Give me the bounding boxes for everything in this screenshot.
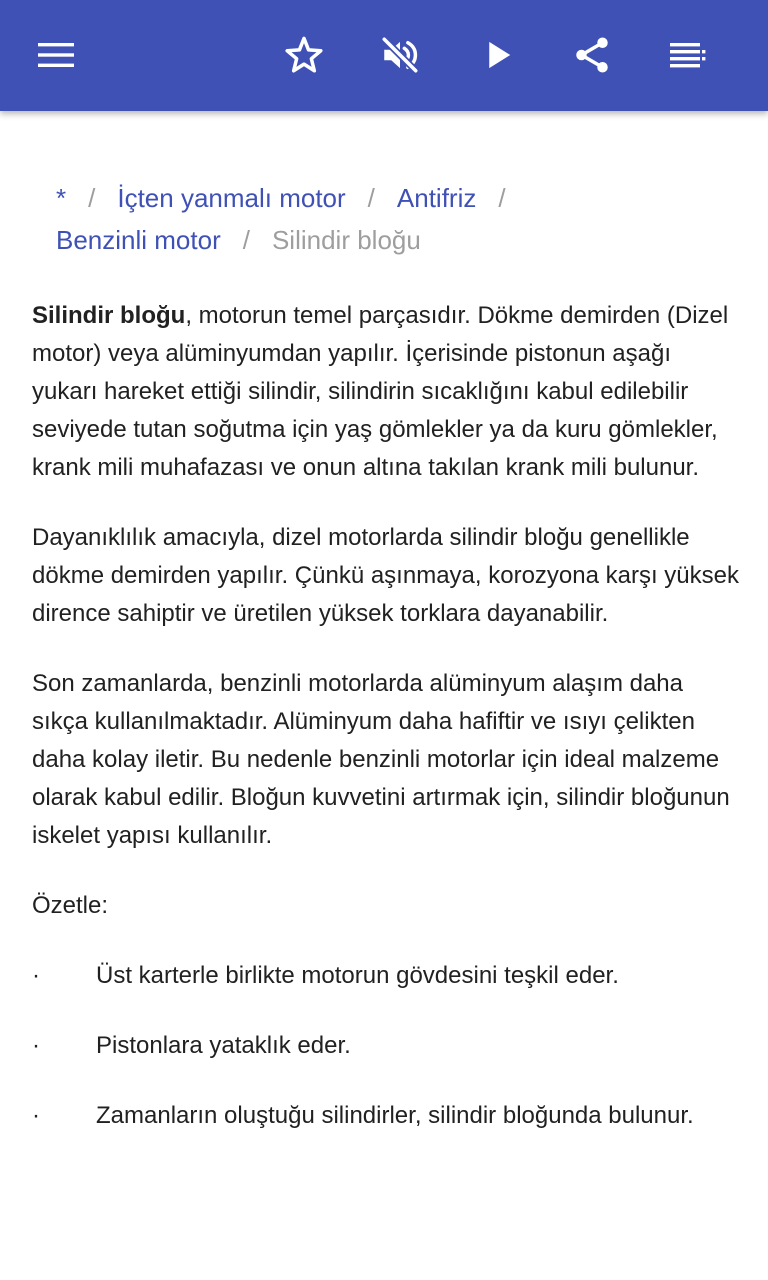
- list-item-text: Pistonlara yataklık eder.: [96, 1032, 351, 1059]
- article-term: Silindir bloğu: [32, 302, 186, 329]
- breadcrumb-row-1: [56, 177, 736, 219]
- hamburger-menu-icon: [36, 40, 76, 70]
- list-item: [32, 957, 742, 995]
- play-icon: [477, 34, 519, 76]
- play-button[interactable]: [470, 27, 526, 83]
- content-area: [0, 111, 768, 1280]
- bullet-dot: ·: [32, 962, 40, 989]
- list-item: [32, 1097, 742, 1135]
- playlist-button[interactable]: [660, 27, 716, 83]
- breadcrumb-separator: /: [498, 183, 506, 213]
- app-bar: [0, 0, 768, 111]
- breadcrumb-row-2: [56, 219, 736, 261]
- favorite-button[interactable]: [276, 27, 332, 83]
- list-item-text: Zamanların oluştuğu silindirler, silindir bloğunda bulunur.: [96, 1102, 694, 1129]
- breadcrumb: [56, 177, 736, 261]
- paragraph-intro: [32, 297, 742, 487]
- share-icon: [571, 34, 613, 76]
- breadcrumb-current: Silindir bloğu: [271, 225, 421, 255]
- mute-button[interactable]: [372, 27, 428, 83]
- list-item-text: Üst karterle birlikte motorun gövdesini teşkil eder.: [96, 962, 619, 989]
- share-button[interactable]: [564, 27, 620, 83]
- menu-button[interactable]: [28, 27, 84, 83]
- breadcrumb-separator: /: [88, 183, 96, 213]
- breadcrumb-link-engine[interactable]: İçten yanmalı motor: [117, 183, 346, 213]
- paragraph-gasoline: Son zamanlarda, benzinli motorlarda alüminyum alaşım daha sıkça kullanılmaktadır. Alüminyum daha hafiftir ve ısıyı çelikten daha kolay iletir. Bu nedenle benzinli motorlar için ideal malzeme olarak kabul edilir. Bloğun kuvvetini artırmak için, silindir bloğunun iskelet yapısı kullanılır.: [32, 670, 730, 849]
- playlist-icon: [668, 40, 708, 70]
- volume-off-icon: [379, 34, 421, 76]
- breadcrumb-link-antifreeze[interactable]: Antifriz: [396, 183, 477, 213]
- bullet-dot: ·: [32, 1102, 40, 1129]
- list-item: [32, 1027, 742, 1065]
- breadcrumb-separator: /: [367, 183, 375, 213]
- summary-label: Özetle:: [32, 892, 109, 919]
- bullet-dot: ·: [32, 1032, 40, 1059]
- breadcrumb-separator: /: [242, 225, 250, 255]
- paragraph-diesel: Dayanıklılık amacıyla, dizel motorlarda silindir bloğu genellikle dökme demirden yapılır. Çünkü aşınmaya, korozyona karşı yüksek dirence sahiptir ve üretilen yüksek torklara dayanabilir.: [32, 524, 739, 627]
- breadcrumb-link-home[interactable]: *: [56, 183, 67, 213]
- star-outline-icon: [283, 34, 325, 76]
- paragraph-intro-text: , motorun temel parçasıdır. Dökme demirden (Dizel motor) veya alüminyumdan yapılır. İçerisinde pistonun aşağı yukarı hareket ettiği silindir, silindirin sıcaklığını kabul edilebilir seviyede tutan soğutma için yaş gömlekler ya da kuru gömlekler, krank mili muhafazası ve onun altına takılan krank mili bulunur.: [32, 302, 729, 481]
- article-body: [32, 297, 742, 1167]
- breadcrumb-link-gasoline-engine[interactable]: Benzinli motor: [56, 225, 221, 255]
